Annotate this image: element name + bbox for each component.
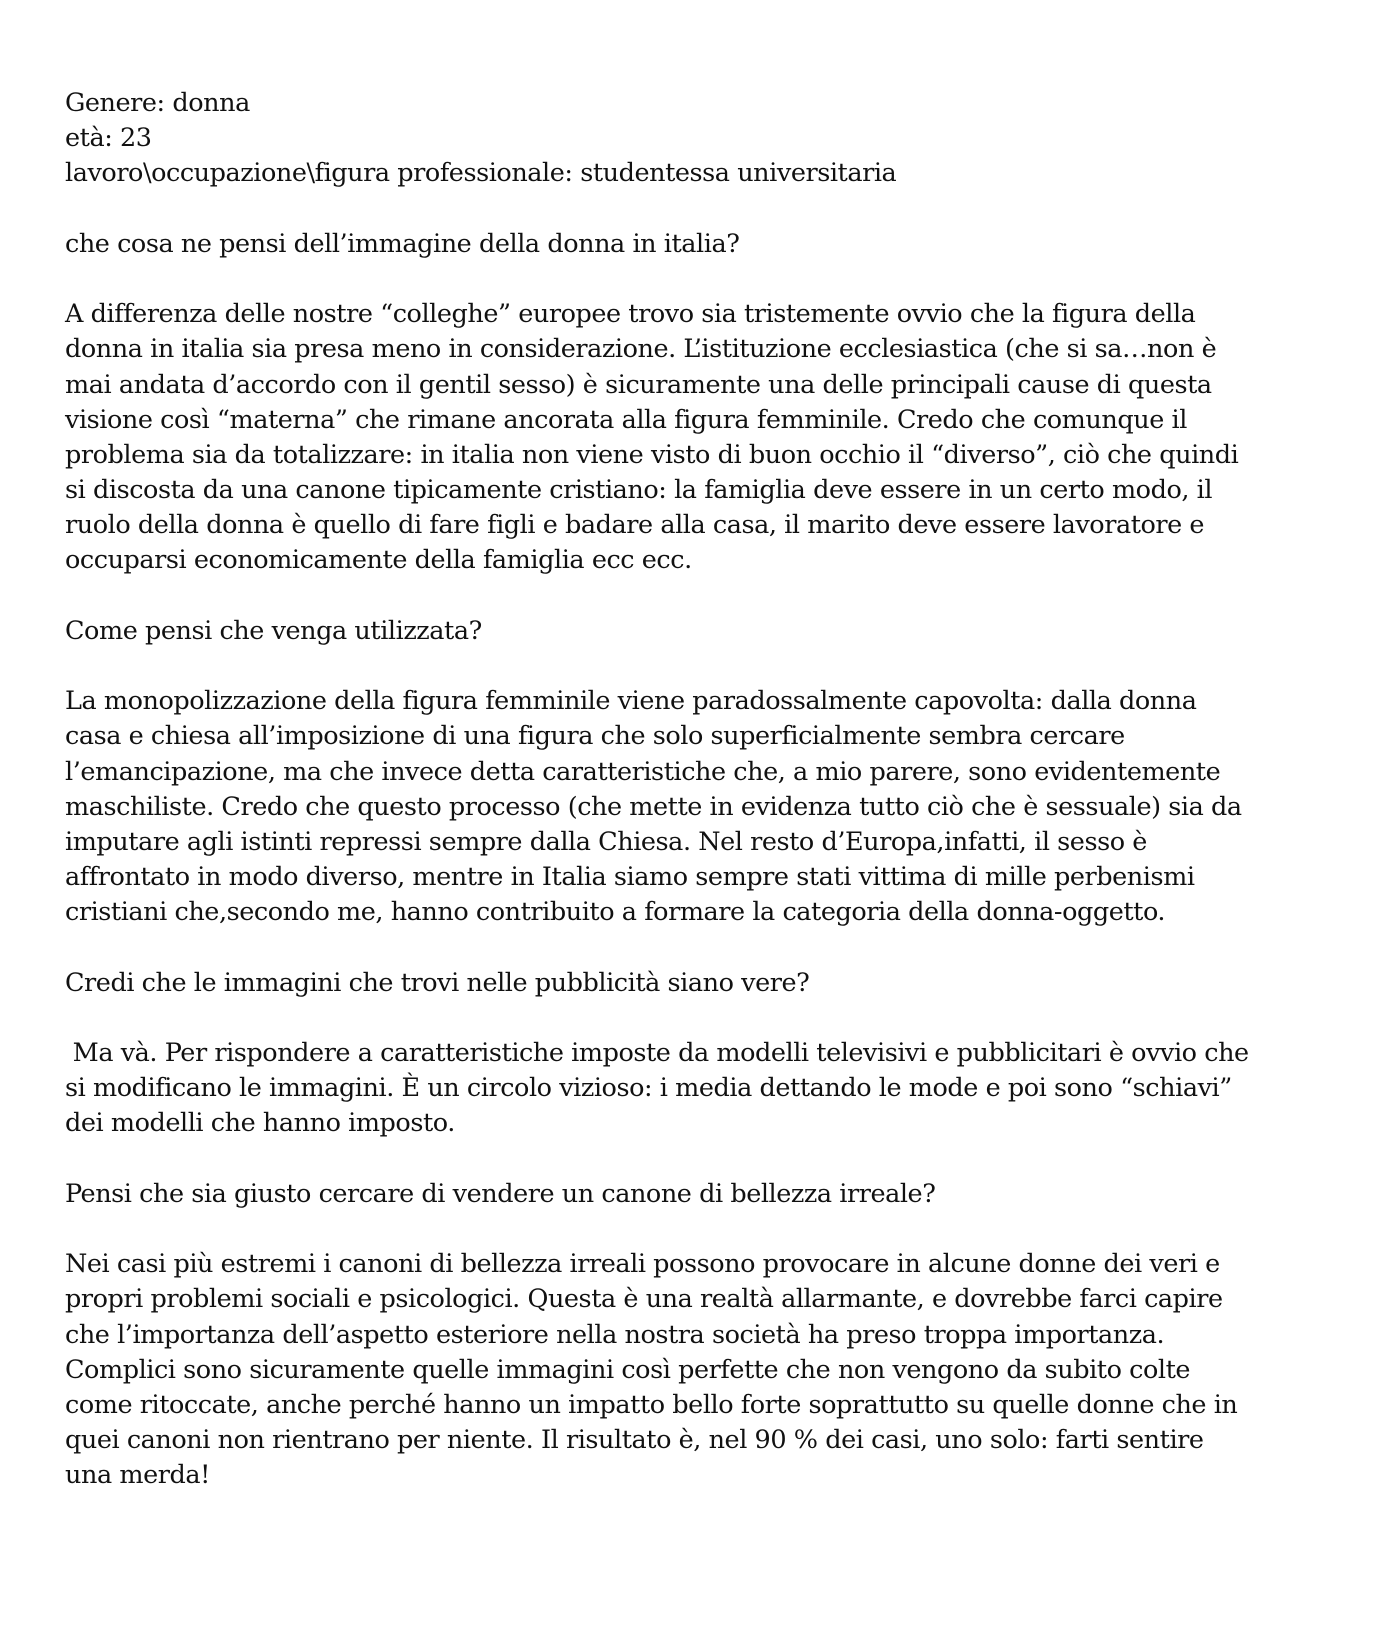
answer-paragraph (65, 684, 1365, 930)
question: che cosa ne pensi dell’immagine della donna in italia? (65, 228, 740, 259)
answer-paragraph (65, 1247, 1365, 1493)
answer-line: si discosta da una canone tipicamente cristiano: la famiglia deve essere in un certo modo, il (65, 475, 1213, 506)
spacer (65, 649, 1365, 684)
spacer (65, 1142, 1365, 1177)
answer-line: maschiliste. Credo che questo processo (che mette in evidenza tutto ciò che è sessuale) sia da (65, 791, 1242, 822)
answer-line: imputare agli istinti repressi sempre dalla Chiesa. Nel resto d’Europa,infatti, il sesso è (65, 826, 1147, 857)
spacer (65, 1001, 1365, 1036)
answer-line: A differenza delle nostre “colleghe” europee trovo sia tristemente ovvio che la figura della (65, 299, 1196, 330)
answer-line: una merda! (65, 1460, 210, 1491)
question: Pensi che sia giusto cercare di vendere un canone di bellezza irreale? (65, 1178, 936, 1209)
answer-line: cristiani che,secondo me, hanno contribuito a formare la categoria della donna-oggetto. (65, 897, 1166, 928)
answer-line: Complici sono sicuramente quelle immagini così perfette che non vengono da subito colte (65, 1354, 1191, 1385)
age-line: età: 23 (65, 123, 152, 154)
answer-paragraph (65, 1036, 1365, 1142)
occupation-line: lavoro\occupazione\figura professionale: studentessa universitaria (65, 158, 897, 189)
answer-line: propri problemi sociali e psicologici. Questa è una realtà allarmante, e dovrebbe farci capire (65, 1284, 1223, 1315)
answer-line: Ma và. Per rispondere a caratteristiche imposte da modelli televisivi e pubblicitari è ovvio che (65, 1038, 1249, 1069)
spacer (65, 579, 1365, 614)
answer-line: ruolo della donna è quello di fare figli e badare alla casa, il marito deve essere lavoratore e (65, 510, 1205, 541)
gender-line: Genere: donna (65, 88, 250, 118)
answer-line: mai andata d’accordo con il gentil sesso) è sicuramente una delle principali cause di questa (65, 369, 1212, 400)
answer-line: affrontato in modo diverso, mentre in Italia siamo sempre stati vittima di mille perbenismi (65, 862, 1195, 893)
answer-line: occuparsi economicamente della famiglia ecc ecc. (65, 545, 692, 576)
document-page (65, 86, 1365, 1494)
answer-line: come ritoccate, anche perché hanno un impatto bello forte soprattutto su quelle donne che in (65, 1389, 1238, 1420)
spacer (65, 262, 1365, 297)
answer-line: quei canoni non rientrano per niente. Il risultato è, nel 90 % dei casi, uno solo: farti sentire (65, 1425, 1204, 1456)
question: Credi che le immagini che trovi nelle pubblicità siano vere? (65, 967, 810, 998)
spacer (65, 1212, 1365, 1247)
answer-line: l’emancipazione, ma che invece detta caratteristiche che, a mio parere, sono evidentemente (65, 756, 1221, 787)
answer-line: si modificano le immagini. È un circolo vizioso: i media dettando le mode e poi sono “schiavi” (65, 1073, 1232, 1104)
question: Come pensi che venga utilizzata? (65, 615, 482, 646)
answer-line: donna in italia sia presa meno in considerazione. L’istituzione ecclesiastica (che si sa…non è (65, 334, 1217, 365)
spacer (65, 931, 1365, 966)
answer-line: Nei casi più estremi i canoni di bellezza irreali possono provocare in alcune donne dei veri e (65, 1249, 1220, 1280)
answer-line: La monopolizzazione della figura femminile viene paradossalmente capovolta: dalla donna (65, 686, 1197, 717)
answer-paragraph (65, 297, 1365, 579)
answer-line: casa e chiesa all’imposizione di una figura che solo superficialmente sembra cercare (65, 721, 1125, 752)
interview-qa (65, 227, 1365, 1494)
answer-line: dei modelli che hanno imposto. (65, 1108, 455, 1139)
answer-line: che l’importanza dell’aspetto esteriore nella nostra società ha preso troppa importanza. (65, 1319, 1165, 1350)
answer-line: visione così “materna” che rimane ancorata alla figura femminile. Credo che comunque il (65, 404, 1187, 435)
spacer (65, 192, 1365, 227)
answer-line: problema sia da totalizzare: in italia non viene visto di buon occhio il “diverso”, ciò che quindi (65, 439, 1239, 470)
